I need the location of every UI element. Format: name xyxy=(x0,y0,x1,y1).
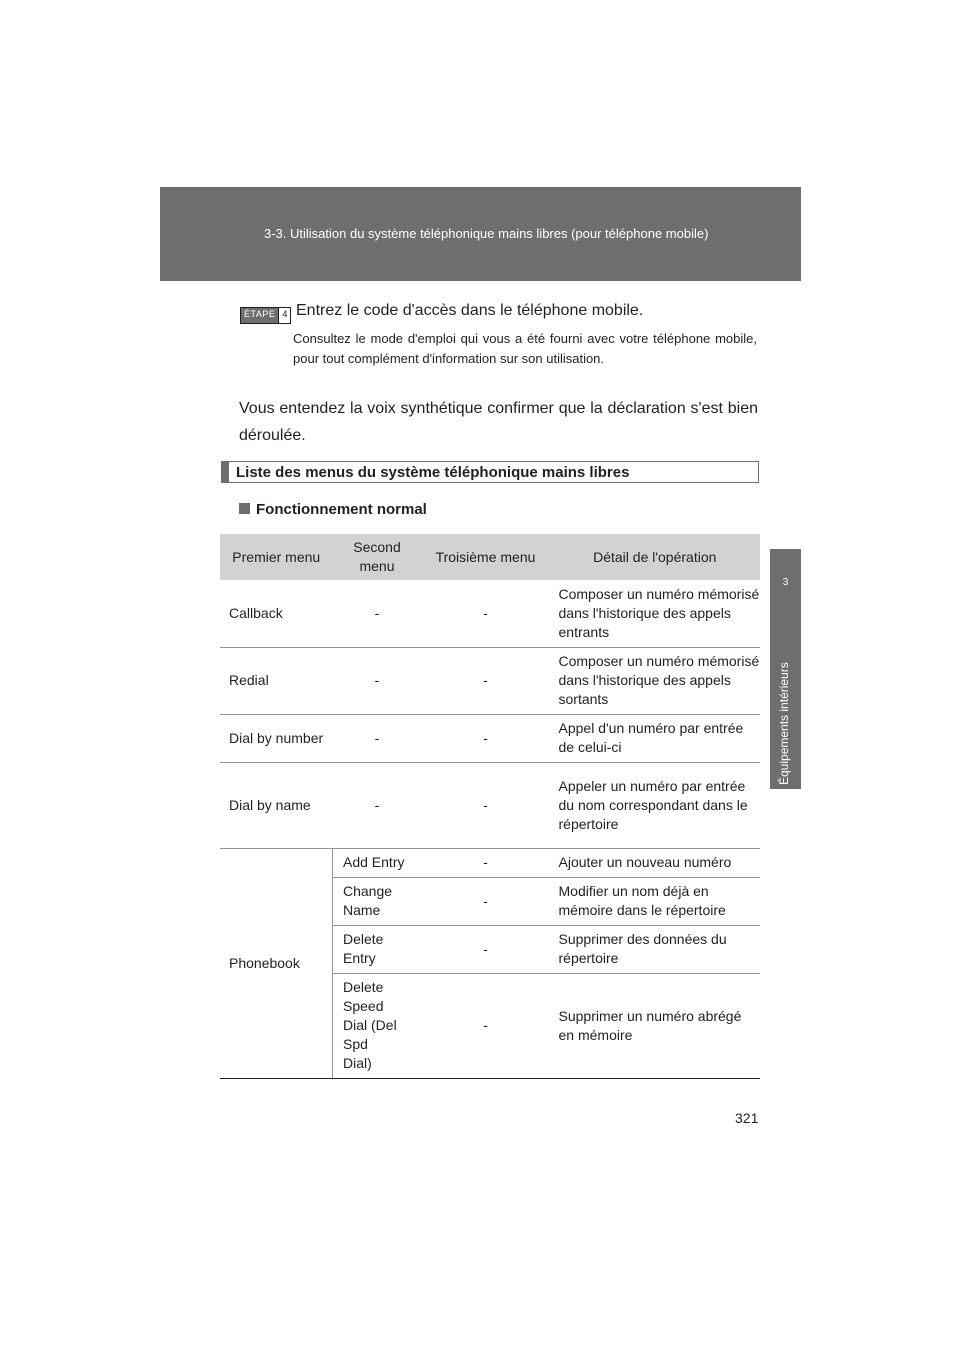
section-title-bar xyxy=(222,462,229,482)
cell-third: - xyxy=(422,973,550,1078)
menu-table xyxy=(220,534,760,1079)
cell-detail: Appeler un numéro par entrée du nom correspondant dans le répertoire xyxy=(550,762,761,848)
side-tab-label: Équipements intérieurs xyxy=(777,662,791,785)
cell-first: Callback xyxy=(220,580,333,647)
col-header-detail: Détail de l'opération xyxy=(550,534,761,580)
section-title-box xyxy=(221,461,759,483)
confirmation-paragraph: Vous entendez la voix synthétique confirmer que la déclaration s'est bien déroulée. xyxy=(239,400,758,444)
cell-first-phonebook: Phonebook xyxy=(220,848,333,1078)
cell-first: Dial by name xyxy=(220,762,333,848)
cell-detail: Supprimer des données du répertoire xyxy=(550,925,761,973)
cell-second: - xyxy=(333,580,422,647)
cell-third: - xyxy=(422,647,550,714)
step-badge xyxy=(240,307,291,324)
col-header-second: Second menu xyxy=(333,534,422,580)
step-instruction: Entrez le code d'accès dans le téléphone mobile. xyxy=(296,302,644,319)
side-tab-label-wrap xyxy=(777,605,793,785)
side-tab-number: 3 xyxy=(782,577,789,588)
subheading xyxy=(239,501,427,518)
section-title: Liste des menus du système téléphonique mains libres xyxy=(236,464,630,481)
table-row xyxy=(220,580,760,647)
cell-third: - xyxy=(422,714,550,762)
col-header-first: Premier menu xyxy=(220,534,333,580)
subheading-text: Fonctionnement normal xyxy=(256,501,427,518)
step-badge-label: ÉTAPE xyxy=(241,308,278,323)
step-badge-number: 4 xyxy=(278,308,290,323)
cell-detail: Supprimer un numéro abrégé en mémoire xyxy=(550,973,761,1078)
page-number: 321 xyxy=(735,1110,759,1126)
step-note: Consultez le mode d'emploi qui vous a été fourni avec votre téléphone mobile, pour tout complément d'information sur son utilisation. xyxy=(293,331,757,366)
square-bullet-icon xyxy=(239,503,250,514)
cell-second: - xyxy=(333,762,422,848)
cell-detail: Appel d'un numéro par entrée de celui-ci xyxy=(550,714,761,762)
cell-detail: Composer un numéro mémorisé dans l'historique des appels entrants xyxy=(550,580,761,647)
col-header-third: Troisième menu xyxy=(422,534,550,580)
cell-detail: Ajouter un nouveau numéro xyxy=(550,848,761,877)
cell-third: - xyxy=(422,848,550,877)
cell-second: Delete Speed Dial (Del Spd Dial) xyxy=(333,973,422,1078)
cell-third: - xyxy=(422,762,550,848)
cell-third: - xyxy=(422,877,550,925)
cell-first: Dial by number xyxy=(220,714,333,762)
cell-second: Add Entry xyxy=(333,848,422,877)
chapter-title: 3-3. Utilisation du système téléphonique mains libres (pour téléphone mobile) xyxy=(264,226,709,241)
table-row xyxy=(220,762,760,848)
table-header-row xyxy=(220,534,760,580)
cell-second: - xyxy=(333,647,422,714)
cell-third: - xyxy=(422,580,550,647)
cell-second: Delete Entry xyxy=(333,925,422,973)
cell-detail: Composer un numéro mémorisé dans l'historique des appels sortants xyxy=(550,647,761,714)
table-row xyxy=(220,647,760,714)
cell-detail: Modifier un nom déjà en mémoire dans le répertoire xyxy=(550,877,761,925)
cell-second: Change Name xyxy=(333,877,422,925)
table-row xyxy=(220,848,760,877)
table-row xyxy=(220,714,760,762)
cell-first: Redial xyxy=(220,647,333,714)
cell-third: - xyxy=(422,925,550,973)
cell-second: - xyxy=(333,714,422,762)
